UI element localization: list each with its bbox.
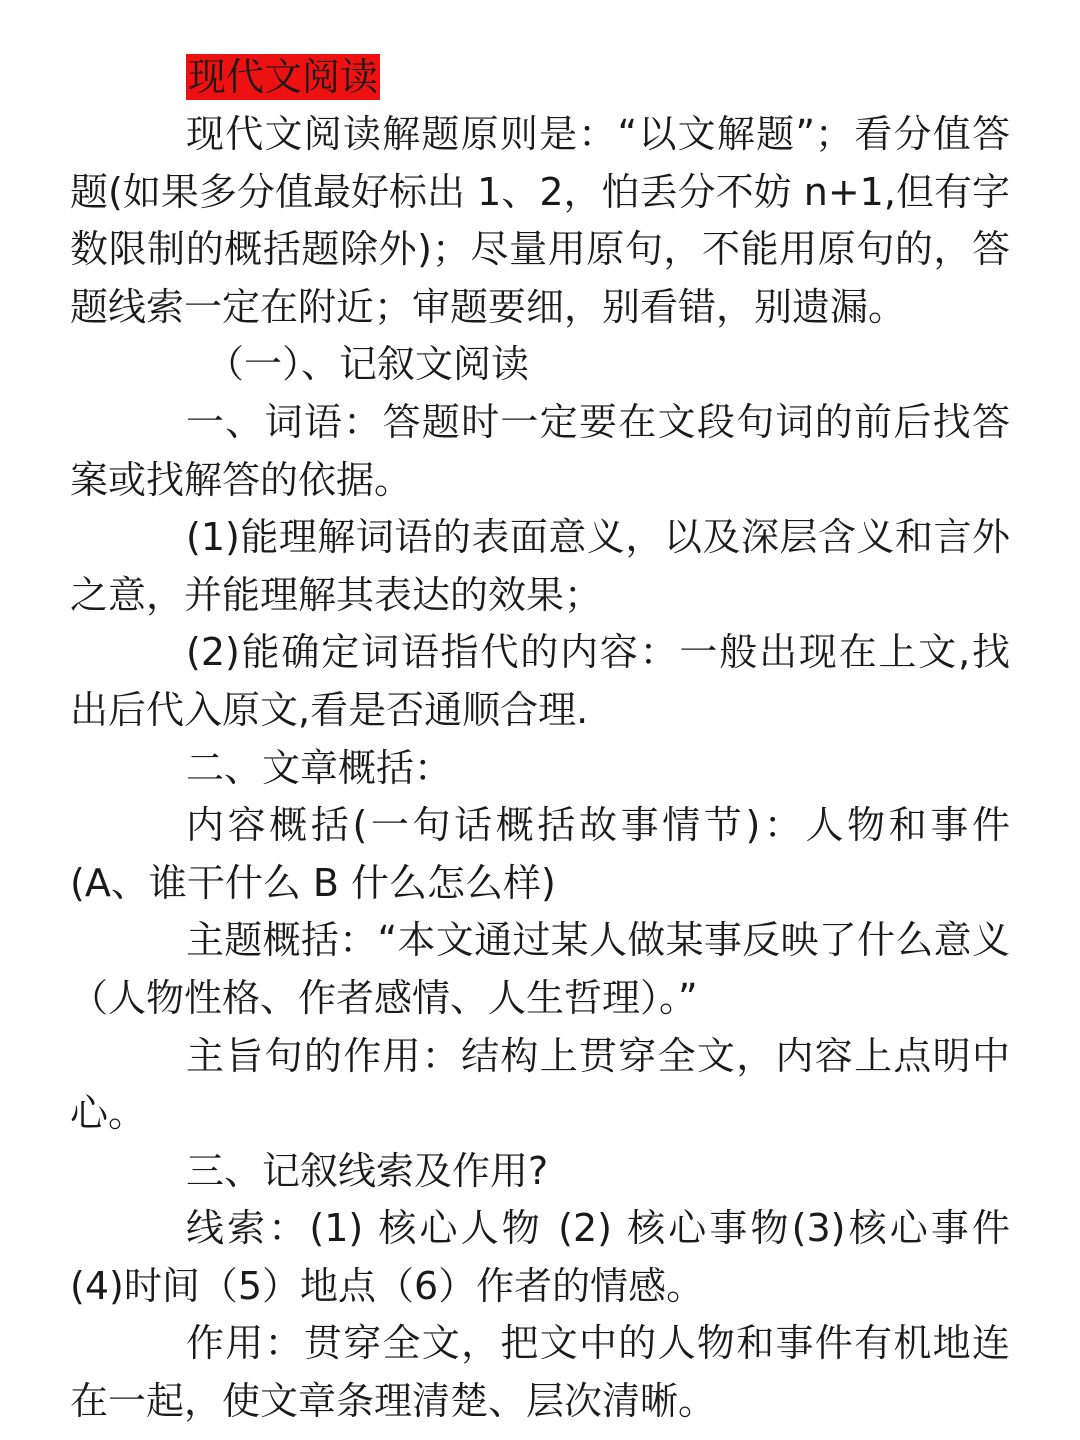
paragraph-words-item-1: (1)能理解词语的表面意义，以及深层含义和言外之意，并能理解其表达的效果； <box>70 515 1010 617</box>
title-line <box>70 48 1010 106</box>
document-page <box>70 48 1010 1431</box>
paragraph-words: 一、词语：答题时一定要在文段句词的前后找答案或找解答的依据。 <box>70 399 1010 502</box>
heading-summary: 二、文章概括： <box>186 745 453 790</box>
paragraph-content-summary: 内容概括(一句话概括故事情节)：人物和事件(A、谁干什么 B 什么怎么样) <box>70 803 1010 905</box>
paragraph-principles: 现代文阅读解题原则是：“以文解题”；看分值答题(如果多分值最好标出 1、2，怕丢分不妨 n+1,但有字数限制的概括题除外)；尽量用原句，不能用原句的，答题线索一定在附近；审题要细，别看错，别遗漏。 <box>70 112 1010 329</box>
paragraph-theme-summary: 主题概括：“本文通过某人做某事反映了什么意义（人物性格、作者感情、人生哲理）。” <box>70 918 1010 1020</box>
paragraph-clues: 线索：(1) 核心人物 (2) 核心事物(3)核心事件 (4)时间（5）地点（6）作者的情感。 <box>70 1206 1010 1308</box>
paragraph-clues-function: 作用：贯穿全文，把文中的人物和事件有机地连在一起，使文章条理清楚、层次清晰。 <box>70 1321 1010 1424</box>
paragraph-words-item-2: (2)能确定词语指代的内容：一般出现在上文,找出后代入原文,看是否通顺合理. <box>70 630 1010 732</box>
heading-clues: 三、记叙线索及作用? <box>186 1148 549 1193</box>
section-heading-narrative: （一）、记叙文阅读 <box>206 342 530 387</box>
paragraph-main-sentence: 主旨句的作用：结构上贯穿全文，内容上点明中心。 <box>70 1033 1010 1136</box>
document-title: 现代文阅读 <box>188 55 379 99</box>
